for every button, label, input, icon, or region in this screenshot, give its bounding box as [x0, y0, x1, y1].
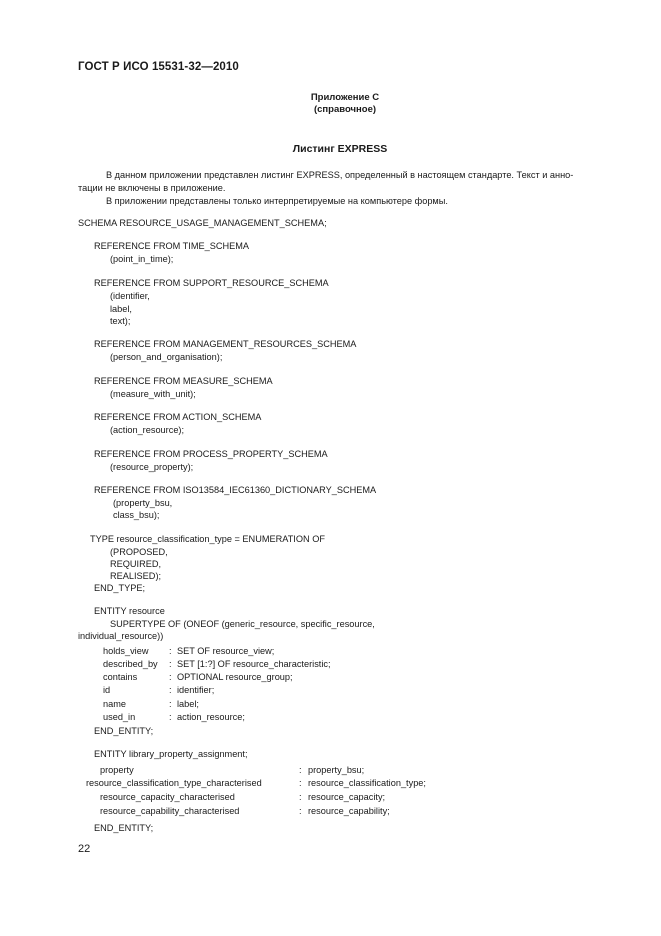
paragraph-line: В приложении представлены только интерпретируемые на компьютере формы.: [106, 196, 448, 206]
code-line: (person_and_organisation);: [110, 352, 223, 362]
annex-title: Приложение С: [310, 92, 380, 103]
code-line: REQUIRED,: [110, 559, 162, 569]
code-line: REALISED);: [110, 571, 162, 581]
code-line: text);: [110, 316, 131, 326]
page-title: Листинг EXPRESS: [292, 143, 388, 155]
attr-type: label;: [177, 699, 199, 709]
code-line: (PROPOSED,: [110, 547, 168, 557]
code-line: REFERENCE FROM PROCESS_PROPERTY_SCHEMA: [94, 449, 328, 459]
attr-type: SET OF resource_view;: [177, 646, 275, 656]
code-line: TYPE resource_classification_type = ENUMERATION OF: [90, 534, 325, 544]
code-line: END_ENTITY;: [94, 726, 154, 736]
code-line: REFERENCE FROM MEASURE_SCHEMA: [94, 376, 273, 386]
attr-type: resource_capability;: [308, 806, 390, 816]
code-line: REFERENCE FROM MANAGEMENT_RESOURCES_SCHEMA: [94, 339, 357, 349]
code-line: (measure_with_unit);: [110, 389, 196, 399]
code-line: (property_bsu,: [113, 498, 173, 508]
attr-sep: :: [169, 712, 172, 722]
attr-sep: :: [169, 672, 172, 682]
attr-name: resource_classification_type_characterised: [86, 778, 262, 788]
code-line: ENTITY resource: [94, 606, 165, 616]
code-line: (resource_property);: [110, 462, 194, 472]
code-line: ENTITY library_property_assignment;: [94, 749, 248, 759]
paragraph-line: В данном приложении представлен листинг EXPRESS, определенный в настоящем стандарте. Текст и анно-: [106, 170, 574, 180]
attr-name: holds_view: [103, 646, 149, 656]
attr-name: property: [100, 765, 134, 775]
code-line: REFERENCE FROM ACTION_SCHEMA: [94, 412, 262, 422]
attr-sep: :: [299, 765, 302, 775]
attr-sep: :: [299, 792, 302, 802]
attr-type: resource_classification_type;: [308, 778, 426, 788]
annex-subtitle: (справочное): [313, 104, 377, 115]
attr-name: name: [103, 699, 126, 709]
code-line: REFERENCE FROM TIME_SCHEMA: [94, 241, 250, 251]
attr-name: resource_capability_characterised: [100, 806, 240, 816]
code-line: class_bsu);: [113, 510, 160, 520]
code-line: (action_resource);: [110, 425, 185, 435]
attr-type: SET [1:?] OF resource_characteristic;: [177, 659, 331, 669]
attr-sep: :: [169, 699, 172, 709]
attr-type: OPTIONAL resource_group;: [177, 672, 293, 682]
code-line: (point_in_time);: [110, 254, 174, 264]
attr-sep: :: [299, 806, 302, 816]
code-line: SCHEMA RESOURCE_USAGE_MANAGEMENT_SCHEMA;: [78, 218, 327, 228]
code-line: label,: [110, 304, 132, 314]
document-header: ГОСТ Р ИСО 15531-32—2010: [78, 61, 239, 73]
page-number: 22: [78, 843, 91, 855]
code-line: REFERENCE FROM ISO13584_IEC61360_DICTIONARY_SCHEMA: [94, 485, 377, 495]
attr-sep: :: [169, 646, 172, 656]
code-line: END_TYPE;: [94, 583, 146, 593]
attr-sep: :: [299, 778, 302, 788]
code-line: individual_resource)): [78, 631, 164, 641]
attr-type: action_resource;: [177, 712, 245, 722]
paragraph-line: тации не включены в приложение.: [78, 183, 226, 193]
attr-name: used_in: [103, 712, 136, 722]
attr-name: id: [103, 685, 111, 695]
code-line: SUPERTYPE OF (ONEOF (generic_resource, specific_resource,: [110, 619, 375, 629]
attr-type: property_bsu;: [308, 765, 365, 775]
code-line: (identifier,: [110, 291, 150, 301]
attr-type: resource_capacity;: [308, 792, 386, 802]
attr-name: contains: [103, 672, 138, 682]
attr-sep: :: [169, 685, 172, 695]
attr-name: described_by: [103, 659, 158, 669]
code-line: REFERENCE FROM SUPPORT_RESOURCE_SCHEMA: [94, 278, 329, 288]
code-line: END_ENTITY;: [94, 823, 154, 833]
attr-sep: :: [169, 659, 172, 669]
attr-name: resource_capacity_characterised: [100, 792, 235, 802]
attr-type: identifier;: [177, 685, 215, 695]
